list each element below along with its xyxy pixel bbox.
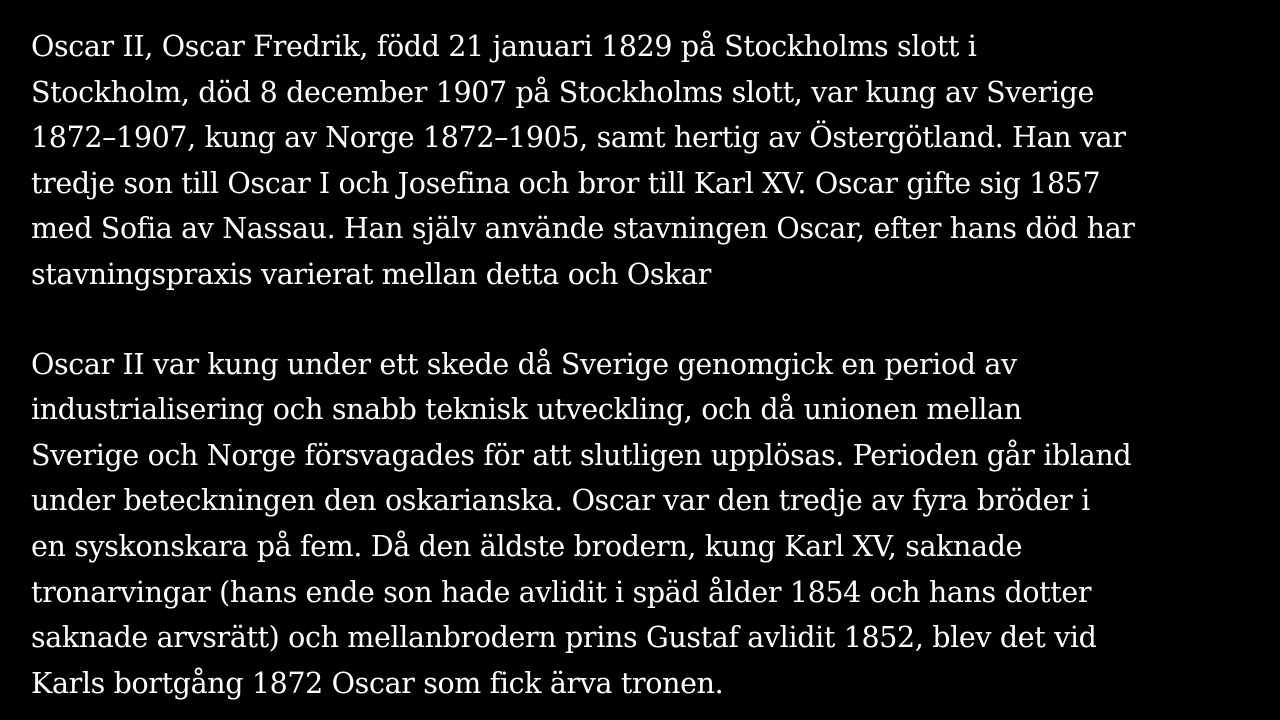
paragraph-reign: Oscar II var kung under ett skede då Sverige genomgick en period av industrialisering och snabb teknisk utveckling, och då unionen mellan Sverige och Norge försvagades för att slutligen upplösas. Perioden går ibland under beteckningen den oskarianska. Oscar var den tredje av fyra bröder i en syskonskara på fem. Då den äldste brodern, kung Karl XV, saknade tronarvingar (hans ende son hade avlidit i späd ålder 1854 och hans dotter saknade arvsrätt) och mellanbrodern prins Gustaf avlidit 1852, blev det vid Karls bortgång 1872 Oscar som fick ärva tronen.	[31, 347, 1132, 700]
paragraph-biography: Oscar II, Oscar Fredrik, född 21 januari 1829 på Stockholms slott i Stockholm, död 8 december 1907 på Stockholms slott, var kung av Sverige 1872–1907, kung av Norge 1872–1905, samt hertig av Östergötland. Han var tredje son till Oscar I och Josefina och bror till Karl XV. Oscar gifte sig 1857 med Sofia av Nassau. Han själv använde stavningen Oscar, efter hans död har stavningspraxis varierat mellan detta och Oskar	[31, 30, 1135, 291]
